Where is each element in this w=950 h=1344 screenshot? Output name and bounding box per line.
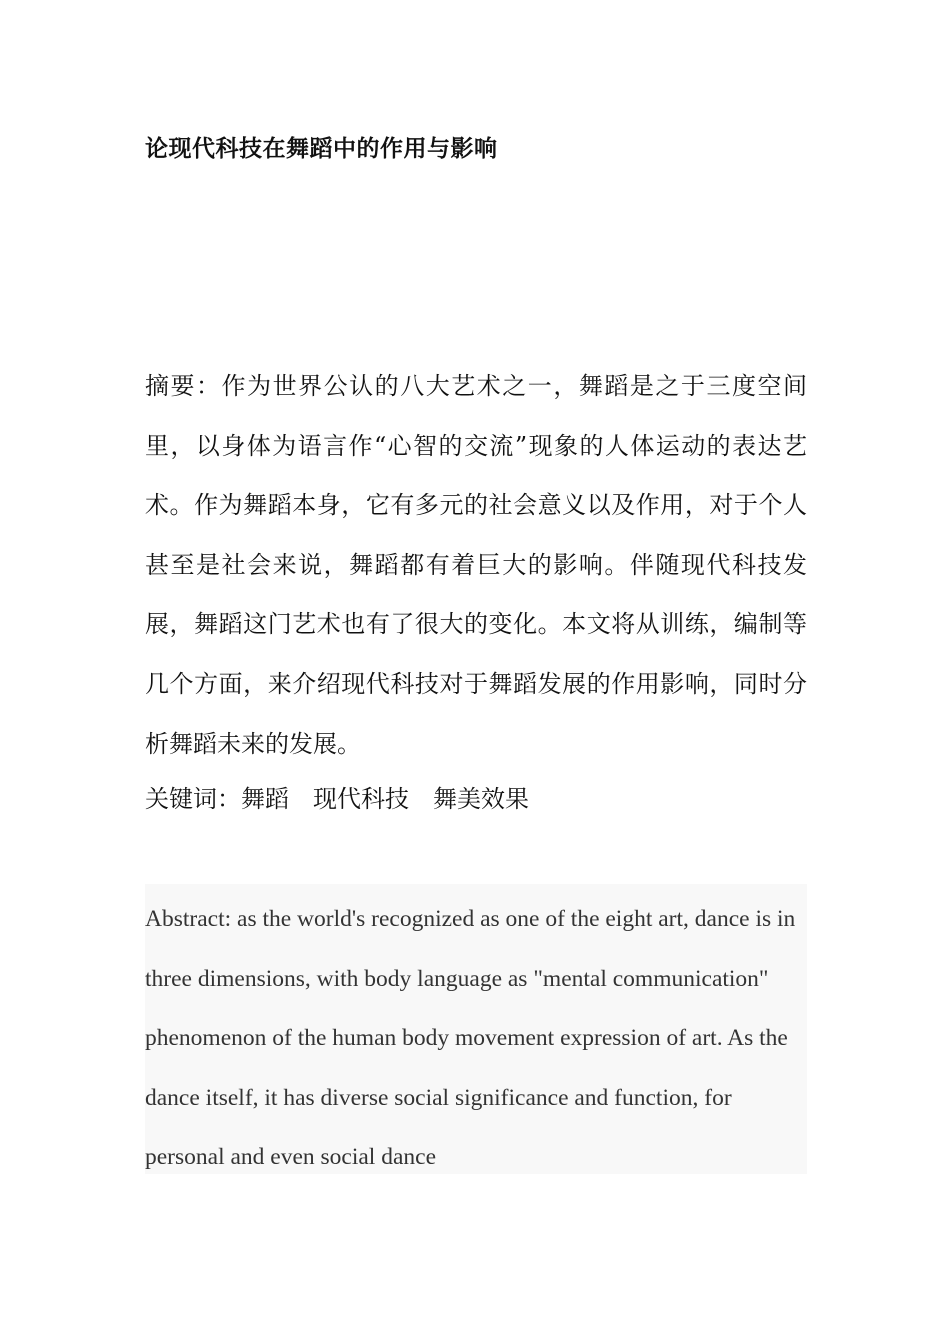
english-abstract: Abstract: as the world's recognized as one of the eight art, dance is in three dimensions, with body language as "mental communication" phenomenon of the human body movement expression of art. As the dance itself, it has diverse social significance and function, for personal and even social dance xyxy=(145,906,796,1171)
chinese-abstract: 摘要：作为世界公认的八大艺术之一，舞蹈是之于三度空间里，以身体为语言作“心智的交流”现象的人体运动的表达艺术。作为舞蹈本身，它有多元的社会意义以及作用，对于个人甚至是社会来说，舞蹈都有着巨大的影响。伴随现代科技发展，舞蹈这门艺术也有了很大的变化。本文将从训练，编制等几个方面，来介绍现代科技对于舞蹈发展的作用影响，同时分析舞蹈未来的发展。 xyxy=(145,372,807,758)
document-title: 论现代科技在舞蹈中的作用与影响 xyxy=(145,135,498,162)
keywords-line: 关键词：舞蹈 现代科技 舞美效果 xyxy=(145,785,529,813)
english-abstract-block xyxy=(145,884,807,1174)
